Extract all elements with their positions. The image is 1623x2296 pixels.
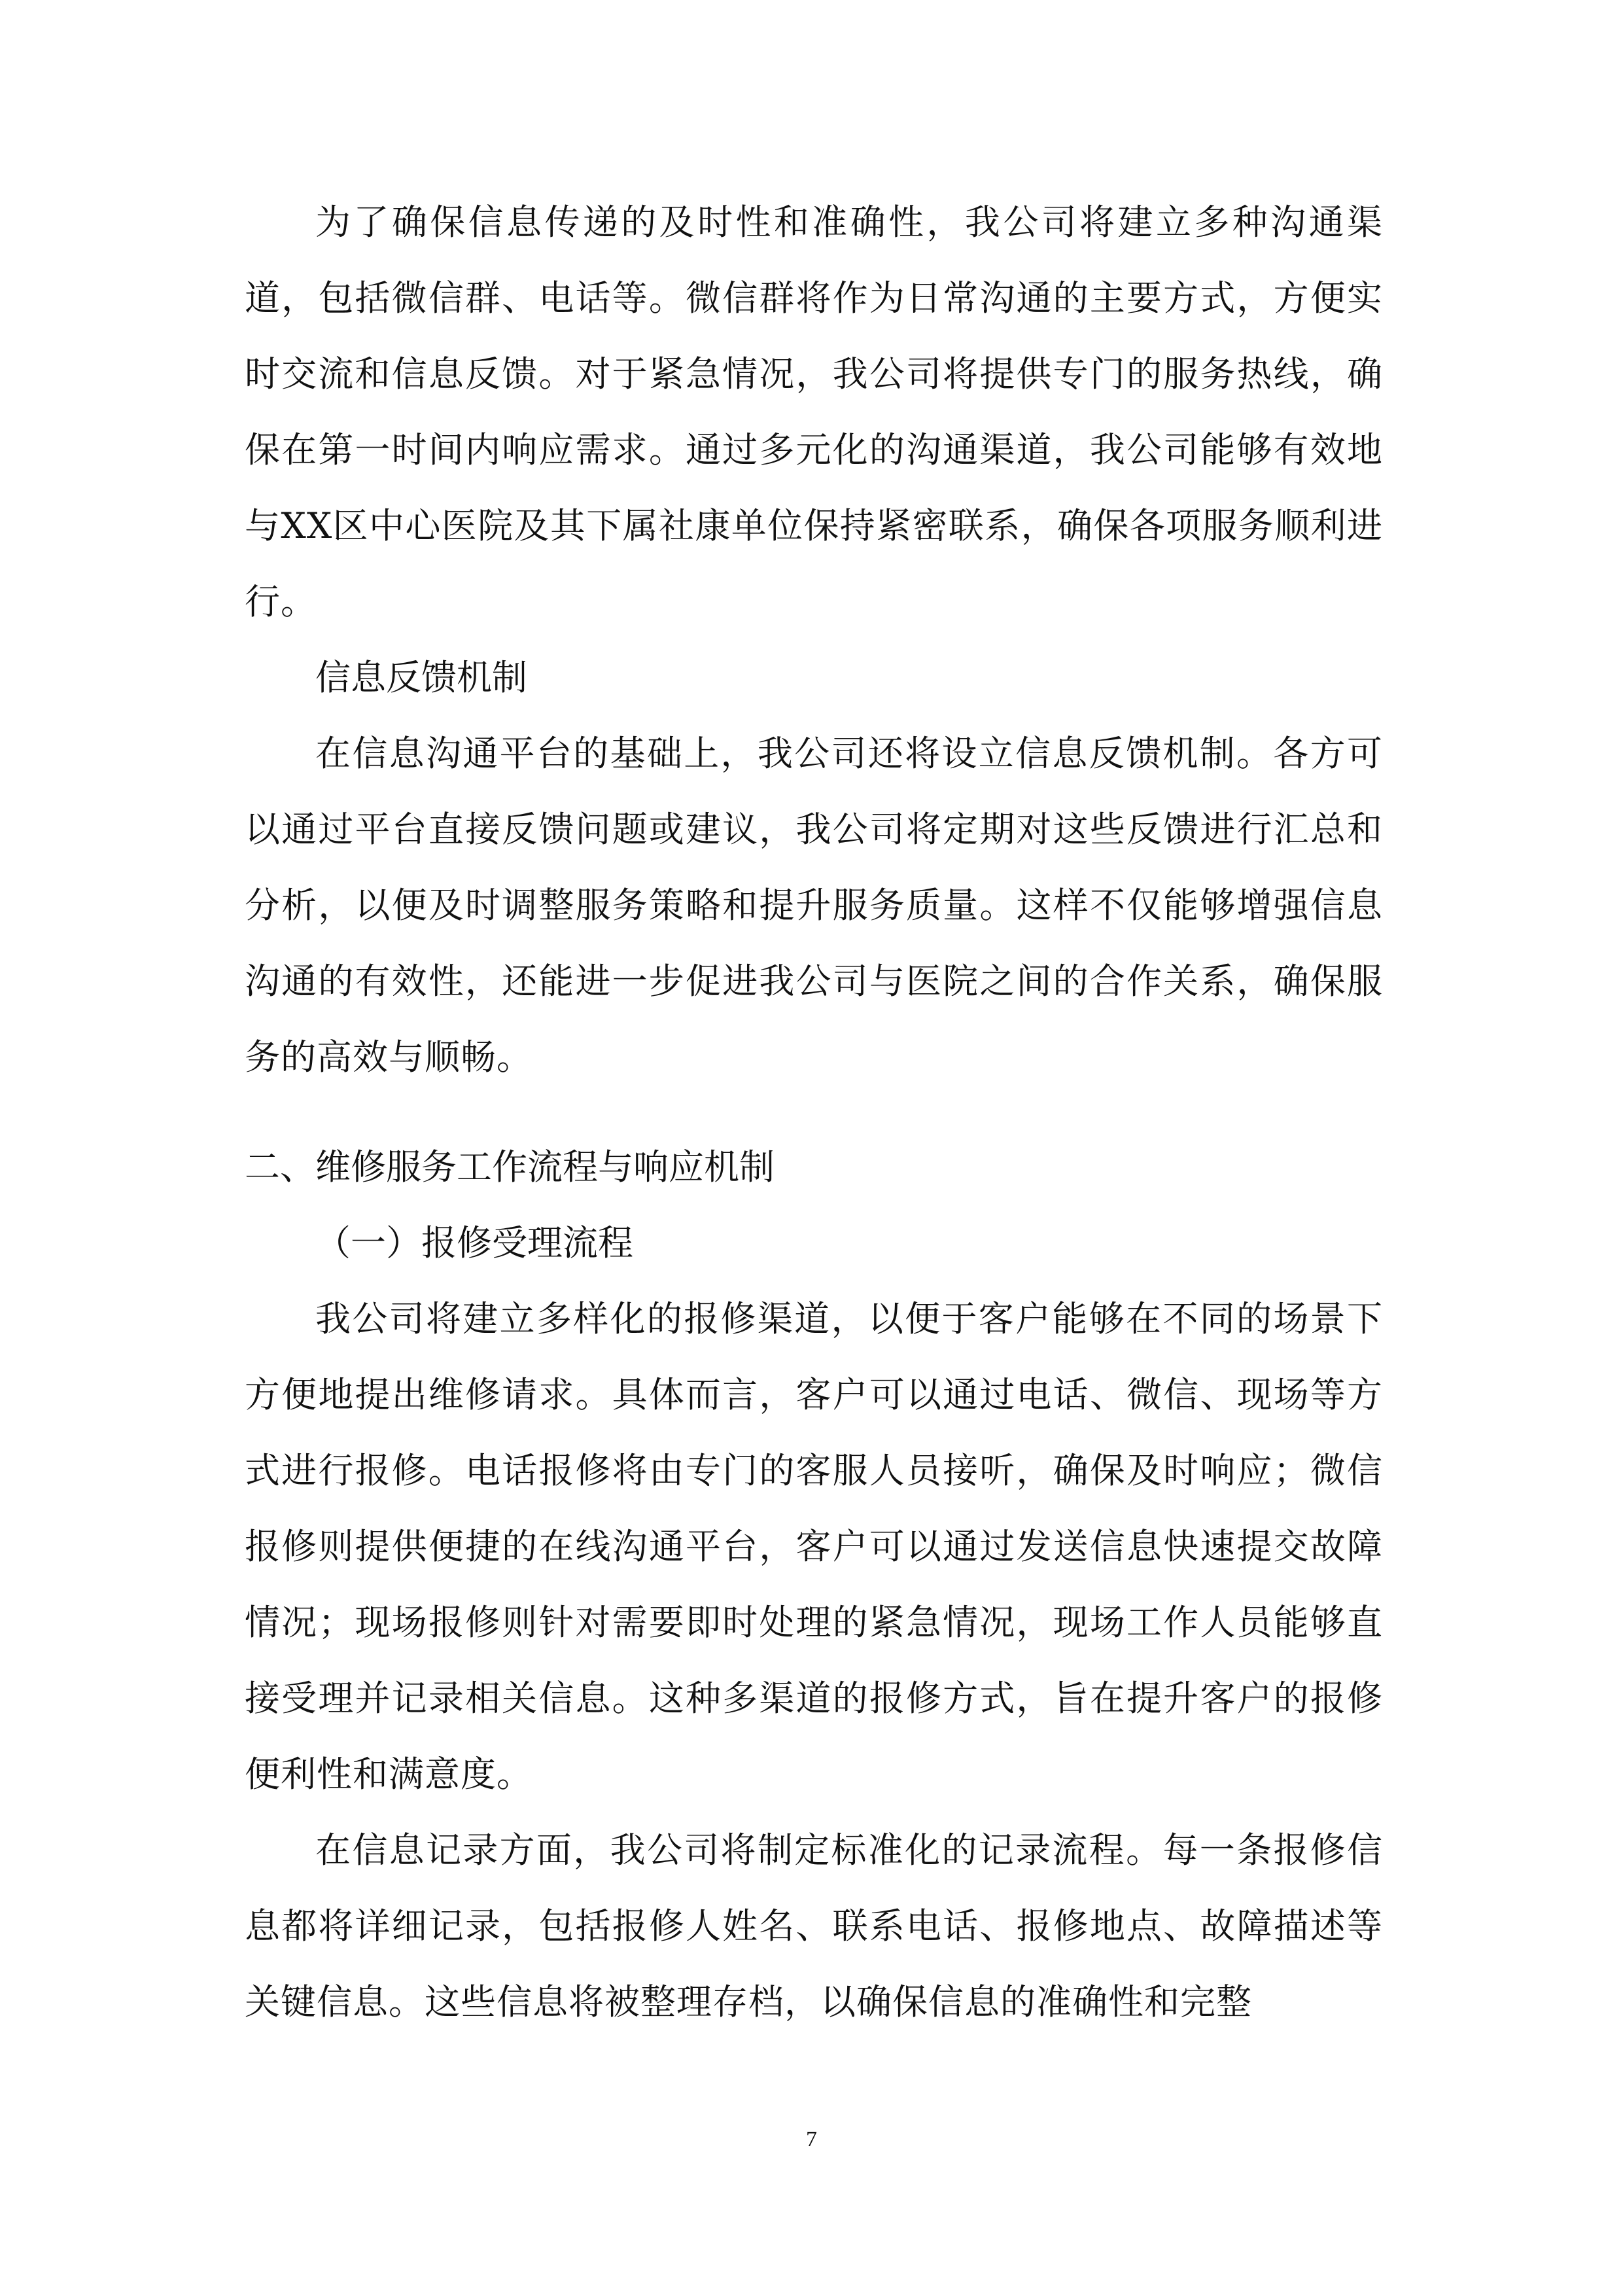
subsection-heading: （一）报修受理流程 xyxy=(315,1222,633,1263)
repair-channels-paragraph: 我公司将建立多样化的报修渠道，以便于客户能够在不同的场景下方便地提出维修请求。具体而言，客户可以通过电话、微信、现场等方式进行报修。电话报修将由专门的客服人员接听，确保及时响应；微信报修则提供便捷的在线沟通平台，客户可以通过发送信息快速提交故障情况；现场报修则针对需要即时处理的紧急情况，现场工作人员能够直接受理并记录相关信息。这种多渠道的报修方式，旨在提升客户的报修便利性和满意度。 xyxy=(245,1298,1383,1795)
section-heading: 二、维修服务工作流程与响应机制 xyxy=(245,1146,775,1188)
feedback-mechanism-title: 信息反馈机制 xyxy=(315,657,527,698)
feedback-mechanism-paragraph: 在信息沟通平台的基础上，我公司还将设立信息反馈机制。各方可以通过平台直接反馈问题或建议，我公司将定期对这些反馈进行汇总和分析，以便及时调整服务策略和提升服务质量。这样不仅能够增强信息沟通的有效性，还能进一步促进我公司与医院之间的合作关系，确保服务的高效与顺畅。 xyxy=(245,733,1383,1078)
record-process-paragraph: 在信息记录方面，我公司将制定标准化的记录流程。每一条报修信息都将详细记录，包括报修人姓名、联系电话、报修地点、故障描述等关键信息。这些信息将被整理存档，以确保信息的准确性和完整 xyxy=(245,1829,1383,2022)
page-content xyxy=(245,185,1383,2040)
communication-channels-paragraph: 为了确保信息传递的及时性和准确性，我公司将建立多种沟通渠道，包括微信群、电话等。微信群将作为日常沟通的主要方式，方便实时交流和信息反馈。对于紧急情况，我公司将提供专门的服务热线，确保在第一时间内响应需求。通过多元化的沟通渠道，我公司能够有效地与XX区中心医院及其下属社康单位保持紧密联系，确保各项服务顺利进行。 xyxy=(245,202,1383,622)
page-number: 7 xyxy=(806,2127,817,2151)
